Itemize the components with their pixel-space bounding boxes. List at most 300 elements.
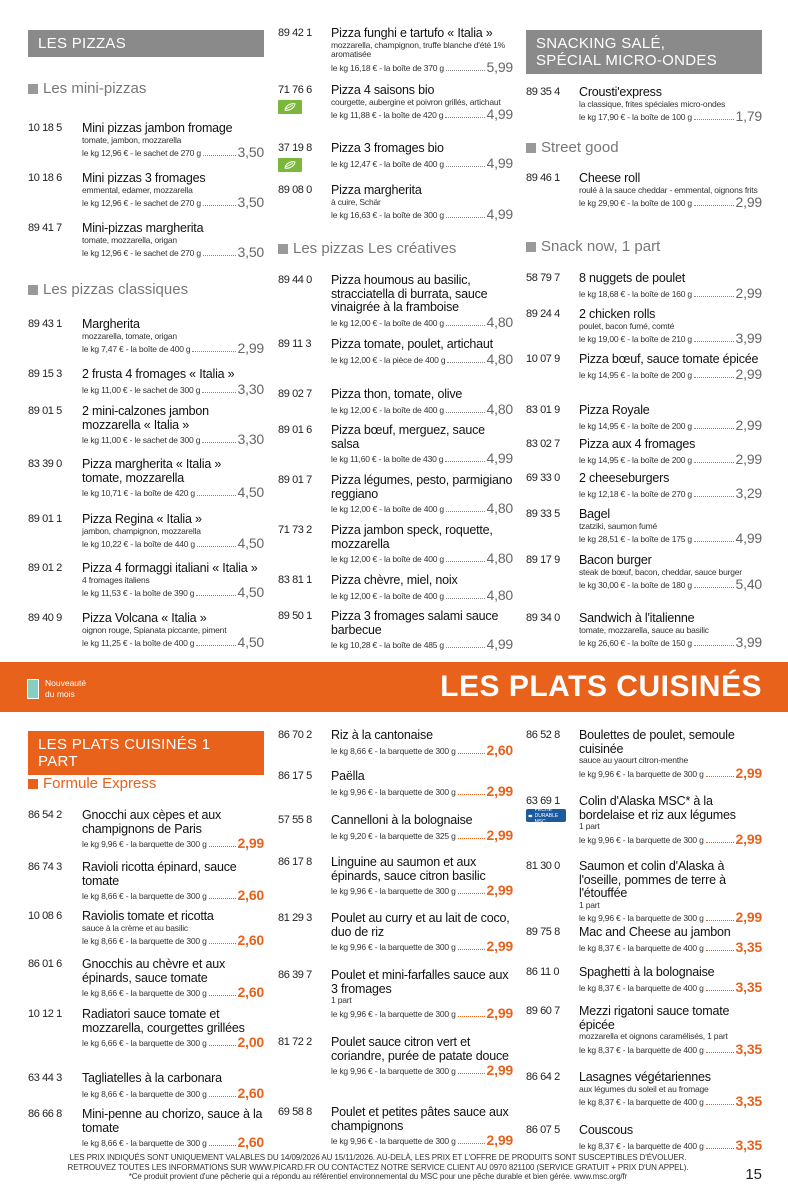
bullet-square-icon (526, 242, 536, 252)
dot-leader (197, 546, 236, 547)
product-item (278, 84, 513, 134)
product-code: 89 50 1 (278, 610, 312, 622)
dot-leader (196, 595, 235, 596)
product-price: 4,99 (486, 154, 513, 171)
product-price: 3,35 (735, 1040, 762, 1057)
dot-leader (706, 990, 734, 991)
product-price: 2,99 (735, 450, 762, 467)
product-name: Poulet et petites pâtes sauce aux champignons (331, 1105, 509, 1133)
price-line (579, 832, 762, 846)
price-line (579, 367, 762, 381)
unit-price: le kg 11,53 € - la boîte de 390 g (82, 588, 195, 598)
dot-leader (209, 1096, 236, 1097)
price-line (331, 107, 513, 121)
column-pizzas (28, 0, 264, 660)
product-price: 3,29 (735, 484, 762, 501)
legal-footer (28, 1153, 728, 1182)
dot-leader (203, 255, 236, 256)
unit-price: le kg 12,96 € - le sachet de 270 g (82, 198, 201, 208)
organic-leaf-icon (278, 158, 302, 172)
product-price: 4,80 (486, 586, 513, 603)
unit-price: le kg 9,96 € - la barquette de 300 g (331, 1136, 456, 1146)
product-code: 86 70 2 (278, 729, 312, 741)
product-body (82, 405, 264, 446)
product-item (278, 274, 513, 330)
product-price: 3,35 (735, 978, 762, 995)
product-body (579, 860, 762, 924)
footer-line: *Ce produit provient d'une pêcherie qui a répondu au référentiel environnemental du MSC pour une pêche durable et bien gérée. www.msc.org/fr (128, 1172, 628, 1181)
msc-label-icon (526, 806, 566, 825)
column-plats-2 (278, 720, 513, 1150)
product-body (331, 729, 513, 757)
dot-leader (694, 462, 734, 463)
price-line (82, 985, 264, 999)
product-item (28, 1108, 264, 1152)
dot-leader (694, 296, 734, 297)
product-name: 2 chicken rolls (579, 307, 656, 321)
product-code: 10 07 9 (526, 353, 560, 365)
product-body (579, 612, 762, 649)
product-name: Couscous (579, 1123, 633, 1137)
product-body (579, 172, 762, 209)
product-item (278, 856, 513, 900)
dot-leader (203, 155, 236, 156)
product-name: Ravioli ricotta épinard, sauce tomate (82, 860, 237, 888)
price-line (331, 828, 513, 842)
product-name: Mini pizzas jambon fromage (82, 121, 233, 135)
product-code: 89 60 7 (526, 1005, 560, 1017)
product-name: Pizza 4 saisons bio (331, 83, 435, 97)
product-name: 8 nuggets de poulet (579, 271, 686, 285)
snacking-banner (526, 30, 762, 74)
product-body (579, 508, 762, 545)
price-line (331, 551, 513, 565)
formule-express-heading (28, 775, 156, 792)
product-body (579, 472, 762, 500)
dot-leader (706, 1148, 734, 1149)
product-body (331, 912, 513, 953)
product-price: 4,99 (486, 636, 513, 652)
product-name: Gnocchis au chèvre et aux épinards, sauce tomate (82, 957, 225, 985)
product-description: tzatziki, saumon fumé (579, 520, 657, 531)
dot-leader (446, 217, 485, 218)
product-description: aux légumes du soleil et au fromage (579, 1083, 709, 1094)
unit-price: le kg 8,66 € - la barquette de 300 g (82, 1088, 207, 1099)
dot-leader (706, 1052, 734, 1053)
product-item (278, 388, 513, 416)
product-description: mozzarella, tomate, origan (82, 330, 177, 341)
product-price: 2,99 (237, 835, 264, 851)
price-line (579, 418, 762, 432)
dot-leader (445, 461, 484, 462)
product-item (526, 926, 762, 956)
msc-label-text: PÊCHE DURABLE MSC (534, 806, 559, 825)
product-item (28, 318, 264, 356)
snack-now-heading (526, 238, 660, 255)
product-body (82, 1108, 264, 1149)
product-code: 86 17 5 (278, 770, 312, 782)
product-item (526, 438, 762, 466)
product-name: Cannelloni à la bolognaise (331, 813, 473, 827)
product-name: Pizza tomate, poulet, artichaut (331, 337, 493, 351)
dot-leader (192, 351, 235, 352)
product-description: sauce à la crème et au basilic (82, 922, 188, 933)
price-line (331, 939, 513, 953)
product-description: tomate, mozzarella, sauce au basilic (579, 624, 709, 635)
product-code: 89 17 9 (526, 554, 560, 566)
nouveaute-label (45, 678, 105, 700)
product-price: 5,40 (735, 576, 762, 592)
product-code: 89 02 7 (278, 388, 312, 400)
price-line (82, 341, 264, 355)
dot-leader (694, 645, 734, 646)
price-line (331, 1006, 513, 1020)
product-code: 89 41 7 (28, 222, 62, 234)
product-description: 1 part (331, 995, 352, 1005)
product-code: 71 76 6 (278, 84, 312, 96)
product-code: 69 33 0 (526, 472, 560, 484)
product-name: Pizza Royale (579, 403, 650, 417)
product-code: 86 17 8 (278, 856, 312, 868)
product-item (278, 184, 513, 224)
price-line (579, 766, 762, 780)
product-body (579, 1071, 762, 1108)
product-name: Pizza chèvre, miel, noix (331, 573, 458, 587)
product-item (278, 1036, 513, 1092)
price-line (331, 883, 513, 897)
product-name: Bacon burger (579, 553, 652, 567)
unit-price: le kg 12,00 € - la boîte de 400 g (331, 317, 444, 328)
bullet-square-icon (28, 84, 38, 94)
unit-price: le kg 12,96 € - le sachet de 270 g (82, 148, 201, 158)
dot-leader (446, 598, 485, 599)
product-body (82, 809, 264, 850)
dot-leader (202, 392, 235, 393)
product-code: 89 01 2 (28, 562, 62, 574)
product-price: 4,50 (237, 535, 264, 551)
product-item (526, 272, 762, 300)
dot-leader (706, 920, 734, 921)
dot-leader (446, 561, 485, 562)
product-name: Pizza jambon speck, roquette, mozzarella (331, 523, 493, 551)
column-snacking (526, 0, 762, 660)
product-name: Pizza 3 fromages bio (331, 141, 444, 155)
product-body (331, 1036, 513, 1077)
product-body (331, 524, 513, 565)
product-body (579, 308, 762, 345)
product-item (278, 338, 513, 378)
product-code: 83 01 9 (526, 404, 560, 416)
product-price: 2,60 (237, 1134, 264, 1150)
product-body (82, 222, 264, 259)
tag-line: du mois (45, 689, 75, 699)
unit-price: le kg 14,95 € - la boîte de 200 g (579, 420, 692, 431)
unit-price: le kg 8,66 € - la barquette de 300 g (82, 936, 207, 946)
product-name: Poulet et mini-farfalles sauce aux 3 fromages (331, 968, 509, 996)
product-code: 71 73 2 (278, 524, 312, 536)
price-line (331, 743, 513, 757)
product-price: 2,99 (735, 194, 762, 210)
unit-price: le kg 12,00 € - la boîte de 400 g (331, 504, 444, 514)
product-body (579, 1124, 762, 1152)
dot-leader (706, 842, 734, 843)
product-item (278, 770, 513, 800)
product-name: Pizza thon, tomate, olive (331, 387, 463, 401)
unit-price: le kg 9,96 € - la barquette de 300 g (579, 834, 704, 845)
product-price: 2,60 (237, 932, 264, 948)
price-line (82, 635, 264, 649)
product-body (82, 172, 264, 209)
unit-price: le kg 6,66 € - la barquette de 300 g (82, 1038, 207, 1048)
product-code: 86 01 6 (28, 958, 62, 970)
product-item (278, 1106, 513, 1150)
price-line (331, 352, 513, 366)
product-name: 2 frusta 4 fromages « Italia » (82, 367, 235, 381)
product-code: 81 30 0 (526, 860, 560, 872)
product-item (278, 424, 513, 464)
product-item (28, 910, 264, 954)
product-price: 2,99 (735, 830, 762, 847)
unit-price: le kg 8,66 € - la barquette de 300 g (82, 1138, 207, 1148)
product-item (28, 562, 264, 602)
product-code: 89 43 1 (28, 318, 62, 330)
unit-price: le kg 17,90 € - la boîte de 100 g (579, 112, 692, 122)
product-code: 89 42 1 (278, 27, 312, 39)
column-plats-1 (28, 720, 264, 1150)
product-price: 3,99 (735, 330, 762, 346)
unit-price: le kg 19,00 € - la boîte de 210 g (579, 334, 692, 344)
dot-leader (458, 1016, 485, 1017)
product-code: 86 39 7 (278, 969, 312, 981)
product-body (331, 274, 513, 329)
unit-price: le kg 8,66 € - la barquette de 300 g (82, 988, 207, 998)
product-price: 4,80 (486, 313, 513, 330)
heading-text: Street good (541, 139, 619, 156)
product-price: 2,60 (237, 1084, 264, 1101)
product-code: 86 74 3 (28, 861, 62, 873)
price-line (579, 452, 762, 466)
product-price: 2,99 (486, 1062, 513, 1078)
product-name: 2 mini-calzones jambon mozzarella « Italia » (82, 404, 209, 432)
unit-price: le kg 9,96 € - la barquette de 300 g (331, 886, 456, 896)
price-line (82, 382, 264, 396)
product-code: 10 08 6 (28, 910, 62, 922)
product-description: oignon rouge, Spianata piccante, piment (82, 624, 227, 635)
product-code: 10 18 6 (28, 172, 62, 184)
unit-price: le kg 11,88 € - la boîte de 420 g (331, 110, 444, 120)
price-line (579, 577, 762, 591)
product-price: 2,99 (735, 909, 762, 925)
product-name: Pizza funghi e tartufo « Italia » (331, 26, 493, 40)
product-code: 89 35 4 (526, 86, 560, 98)
product-item (28, 122, 264, 160)
product-name: 2 cheeseburgers (579, 471, 670, 485)
price-line (579, 1138, 762, 1152)
product-code: 37 19 8 (278, 142, 312, 154)
dot-leader (203, 205, 236, 206)
product-body (331, 184, 513, 221)
dot-leader (694, 496, 734, 497)
product-item (278, 610, 513, 650)
dot-leader (209, 1145, 236, 1146)
product-name: Pizza bœuf, merguez, sauce salsa (331, 423, 485, 451)
product-price: 3,35 (735, 1136, 762, 1153)
price-line (579, 331, 762, 345)
product-price: 4,99 (486, 450, 513, 466)
classic-pizzas-heading (28, 281, 188, 298)
product-description: courgette, aubergine et poivron grillés, artichaut (331, 96, 501, 107)
price-line (82, 245, 264, 259)
product-name: Sandwich à l'italienne (579, 611, 695, 625)
product-description: 1 part (579, 899, 600, 910)
product-name: Pizza 3 fromages salami sauce barbecue (331, 609, 499, 637)
product-price: 5,99 (486, 58, 513, 75)
product-item (526, 859, 762, 925)
product-description: roulé à la sauce cheddar - emmental, oignons frits (579, 184, 758, 195)
product-description: mozzarella et oignons caramélisés, 1 part (579, 1031, 728, 1041)
unit-price: le kg 30,00 € - la boîte de 180 g (579, 580, 692, 590)
unit-price: le kg 9,96 € - la barquette de 300 g (331, 786, 456, 797)
product-body (82, 612, 264, 649)
dot-leader (445, 117, 484, 118)
product-code: 89 01 1 (28, 513, 62, 525)
unit-price: le kg 8,37 € - la barquette de 400 g (579, 942, 704, 953)
dot-leader (446, 647, 485, 648)
product-code: 10 12 1 (28, 1008, 62, 1020)
heading-text: Les pizzas classiques (43, 281, 189, 298)
dot-leader (458, 949, 485, 950)
unit-price: le kg 12,47 € - la boîte de 400 g (331, 158, 444, 169)
heading-text: Les pizzas Les créatives (293, 240, 457, 257)
price-line (331, 637, 513, 651)
price-line (579, 635, 762, 649)
product-price: 3,35 (735, 938, 762, 955)
dot-leader (694, 587, 734, 588)
product-code: 89 33 5 (526, 508, 560, 520)
price-line (82, 888, 264, 902)
price-line (82, 145, 264, 159)
product-price: 3,50 (237, 144, 264, 160)
product-price: 3,50 (237, 194, 264, 210)
product-body (579, 353, 762, 381)
product-body (82, 1072, 264, 1100)
price-line (82, 432, 264, 446)
dot-leader (209, 846, 236, 847)
dot-leader (706, 1104, 734, 1105)
product-price: 2,99 (735, 416, 762, 433)
product-body (331, 84, 513, 121)
column-plats-3 (526, 720, 762, 1153)
unit-price: le kg 16,63 € - la boîte de 300 g (331, 210, 444, 220)
product-body (331, 424, 513, 465)
product-body (579, 1005, 762, 1056)
product-code: 89 46 1 (526, 172, 560, 184)
product-item (28, 405, 264, 449)
unit-price: le kg 26,60 € - la boîte de 150 g (579, 638, 692, 648)
product-code: 86 52 8 (526, 729, 560, 741)
product-name: Mini-penne au chorizo, sauce à la tomate (82, 1107, 263, 1135)
unit-price: le kg 18,68 € - la boîte de 160 g (579, 288, 692, 299)
dot-leader (446, 70, 485, 71)
product-item (526, 1071, 762, 1115)
price-line (579, 109, 762, 123)
product-body (331, 969, 513, 1020)
product-code: 81 29 3 (278, 912, 312, 924)
product-name: Radiatori sauce tomate et mozzarella, courgettes grillées (82, 1007, 245, 1035)
organic-leaf-icon (278, 100, 302, 114)
bullet-square-icon (28, 779, 38, 789)
dot-leader (694, 541, 734, 542)
dot-leader (694, 119, 734, 120)
price-line (579, 980, 762, 994)
dot-leader (694, 428, 734, 429)
unit-price: le kg 8,66 € - la barquette de 300 g (331, 745, 456, 756)
product-name: Pizza margherita (331, 183, 422, 197)
dot-leader (447, 362, 484, 363)
product-name: Mini pizzas 3 fromages (82, 171, 206, 185)
product-code: 86 11 0 (526, 966, 560, 978)
unit-price: le kg 9,96 € - la barquette de 300 g (331, 1008, 456, 1019)
product-code: 86 64 2 (526, 1071, 560, 1083)
price-line (82, 1135, 264, 1149)
product-body (82, 458, 264, 499)
product-price: 4,50 (237, 634, 264, 650)
mini-pizzas-heading (28, 80, 146, 97)
product-price: 4,99 (486, 106, 513, 122)
product-code: 57 55 8 (278, 814, 312, 826)
product-body (82, 318, 264, 355)
product-code: 89 01 5 (28, 405, 62, 417)
price-line (579, 1042, 762, 1056)
price-line (331, 156, 513, 170)
product-item (278, 814, 513, 844)
product-name: Bagel (579, 507, 610, 521)
product-code: 10 18 5 (28, 122, 62, 134)
product-price: 3,99 (735, 634, 762, 650)
product-body (331, 474, 513, 515)
product-body (579, 966, 762, 994)
dot-leader (197, 495, 236, 496)
bullet-square-icon (28, 285, 38, 295)
product-body (579, 795, 762, 846)
product-name: Boulettes de poulet, semoule cuisinée (579, 728, 735, 756)
unit-price: le kg 14,95 € - la boîte de 200 g (579, 454, 692, 465)
product-code: 89 34 0 (526, 612, 560, 624)
product-description: poulet, bacon fumé, comté (579, 320, 675, 331)
price-line (579, 1094, 762, 1108)
product-body (82, 513, 264, 550)
product-name: Mac and Cheese au jambon (579, 925, 731, 939)
product-body (82, 958, 264, 999)
product-item (526, 1124, 762, 1154)
product-item (28, 1008, 264, 1064)
dot-leader (209, 995, 236, 996)
product-name: Poulet au curry et au lait de coco, duo de riz (331, 911, 510, 939)
product-code: 83 39 0 (28, 458, 62, 470)
product-item (28, 1072, 264, 1102)
product-name: Margherita (82, 317, 140, 331)
price-line (82, 536, 264, 550)
product-price: 4,50 (237, 484, 264, 500)
product-price: 2,99 (486, 782, 513, 799)
unit-price: le kg 11,25 € - la boîte de 400 g (82, 638, 195, 648)
dot-leader (446, 325, 485, 326)
product-code: 89 40 9 (28, 612, 62, 624)
product-body (579, 438, 762, 466)
tag-line: Nouveauté (45, 678, 87, 688)
product-body (579, 86, 762, 123)
product-name: Mini-pizzas margherita (82, 221, 204, 235)
